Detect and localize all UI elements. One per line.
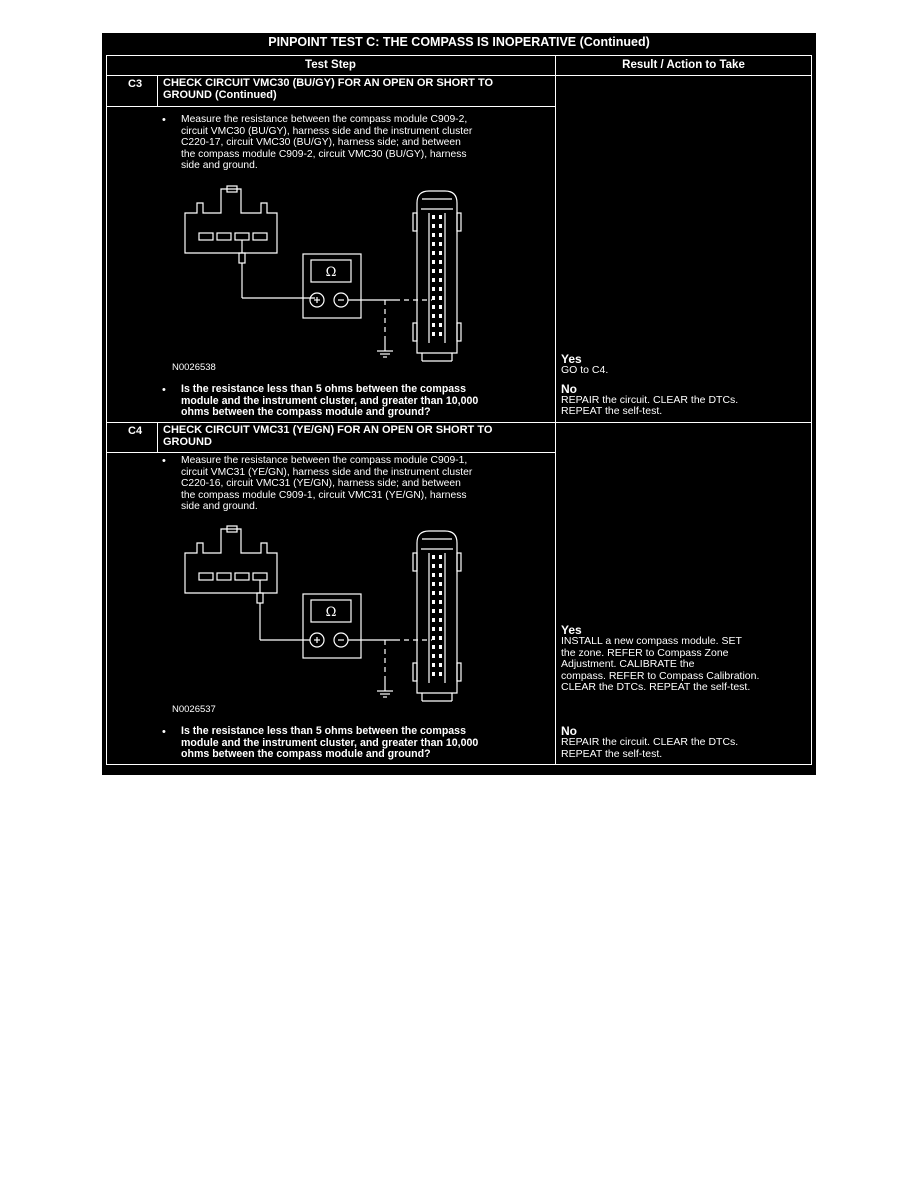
question-line: Is the resistance less than 5 ohms between the compass <box>181 383 466 395</box>
no-label: No <box>561 381 577 396</box>
c4-id-divider <box>157 422 158 452</box>
table-title: PINPOINT TEST C: THE COMPASS IS INOPERATIVE (Continued) <box>268 35 650 49</box>
ohmmeter <box>303 594 361 658</box>
c3-id-divider <box>157 75 158 106</box>
ohm-symbol: Ω <box>325 605 337 620</box>
row-divider <box>106 422 812 423</box>
yes-text: compass. REFER to Compass Calibration. <box>561 669 760 682</box>
ground-icon <box>377 351 393 357</box>
yes-text: the zone. REFER to Compass Zone <box>561 646 729 659</box>
question-c3 <box>181 384 478 419</box>
column-header-result: Result / Action to Take <box>622 59 745 71</box>
yes-text: CLEAR the DTCs. REPEAT the self-test. <box>561 681 751 694</box>
yes-text: INSTALL a new compass module. SET <box>561 635 742 647</box>
no-text: REPAIR the circuit. CLEAR the DTCs. <box>561 736 739 748</box>
no-label: No <box>561 724 577 738</box>
figure-code-c3: N0026538 <box>172 362 216 373</box>
yes-label: Yes <box>561 623 582 637</box>
instruction-line: Measure the resistance between the compass module C909-1, <box>181 455 468 466</box>
question-line: ohms between the compass module and ground? <box>181 406 431 419</box>
compass-module-connector <box>185 526 277 593</box>
result-c3 <box>561 353 738 418</box>
instruction-line: the compass module C909-1, circuit VMC31 (YE/GN), harness <box>181 489 467 501</box>
meter-probe-plus <box>257 580 310 640</box>
heading-line: CHECK CIRCUIT VMC30 (BU/GY) FOR AN OPEN OR SHORT TO <box>163 77 494 89</box>
bullet-icon: • <box>162 114 166 126</box>
table-border-left <box>106 55 107 765</box>
step-heading-c3 <box>163 78 493 101</box>
ground-icon <box>377 691 393 697</box>
heading-line: GROUND <box>163 435 212 448</box>
instruction-c4 <box>181 455 472 513</box>
instruction-line: the compass module C909-2, circuit VMC30 (BU/GY), harness <box>181 148 467 160</box>
result-c4-yes <box>561 624 759 694</box>
instruction-line: C220-16, circuit VMC31 (YE/GN), harness side; and between <box>181 478 461 490</box>
ohm-symbol: Ω <box>325 265 337 280</box>
bullet-icon: • <box>162 455 166 467</box>
instruction-line: C220-17, circuit VMC30 (BU/GY), harness side; and between <box>181 137 461 149</box>
circuit-diagram-c4 <box>177 523 507 713</box>
question-c4 <box>181 726 478 761</box>
figure-code-c4: N0026537 <box>172 704 216 715</box>
column-divider <box>555 55 556 765</box>
instruction-line: Measure the resistance between the compass module C909-2, <box>181 114 468 125</box>
table-border-right <box>811 55 812 765</box>
question-line: Is the resistance less than 5 ohms between the compass <box>181 725 466 737</box>
instruction-line: side and ground. <box>181 501 258 513</box>
no-text: REPEAT the self-test. <box>561 405 663 418</box>
instruction-line: circuit VMC31 (YE/GN), harness side and the instrument cluster <box>181 466 473 478</box>
instrument-cluster-connector <box>413 191 461 361</box>
step-id-c4: C4 <box>128 425 143 437</box>
c3-heading-divider <box>106 106 555 107</box>
question-line: module and the instrument cluster, and greater than 10,000 <box>181 394 479 407</box>
instruction-c3 <box>181 114 472 172</box>
circuit-diagram-c3 <box>177 183 507 373</box>
heading-line: GROUND (Continued) <box>163 88 277 101</box>
compass-module-connector <box>185 186 277 253</box>
yes-label: Yes <box>561 352 582 366</box>
c4-heading-divider <box>106 452 555 453</box>
result-c4-no <box>561 725 738 760</box>
pinpoint-test-table <box>102 33 816 775</box>
bullet-icon: • <box>162 384 166 396</box>
yes-text: GO to C4. <box>561 364 609 376</box>
cluster-pins <box>432 555 442 676</box>
step-id-c3: C3 <box>128 78 143 90</box>
column-header-test-step: Test Step <box>305 59 356 71</box>
instrument-cluster-connector <box>413 531 461 701</box>
ohmmeter <box>303 254 361 318</box>
instruction-line: circuit VMC30 (BU/GY), harness side and the instrument cluster <box>181 125 473 137</box>
question-line: module and the instrument cluster, and greater than 10,000 <box>181 736 479 749</box>
table-border-bottom <box>106 764 812 765</box>
no-text: REPEAT the self-test. <box>561 747 663 760</box>
yes-text: Adjustment. CALIBRATE the <box>561 658 695 671</box>
bullet-icon: • <box>162 726 166 738</box>
no-text: REPAIR the circuit. CLEAR the DTCs. <box>561 393 739 406</box>
header-divider <box>106 75 812 76</box>
step-heading-c4 <box>163 425 492 448</box>
table-border-top <box>106 55 812 56</box>
question-line: ohms between the compass module and ground? <box>181 748 431 761</box>
cluster-pins <box>432 215 442 336</box>
heading-line: CHECK CIRCUIT VMC31 (YE/GN) FOR AN OPEN OR SHORT TO <box>163 424 493 436</box>
instruction-line: side and ground. <box>181 160 258 172</box>
